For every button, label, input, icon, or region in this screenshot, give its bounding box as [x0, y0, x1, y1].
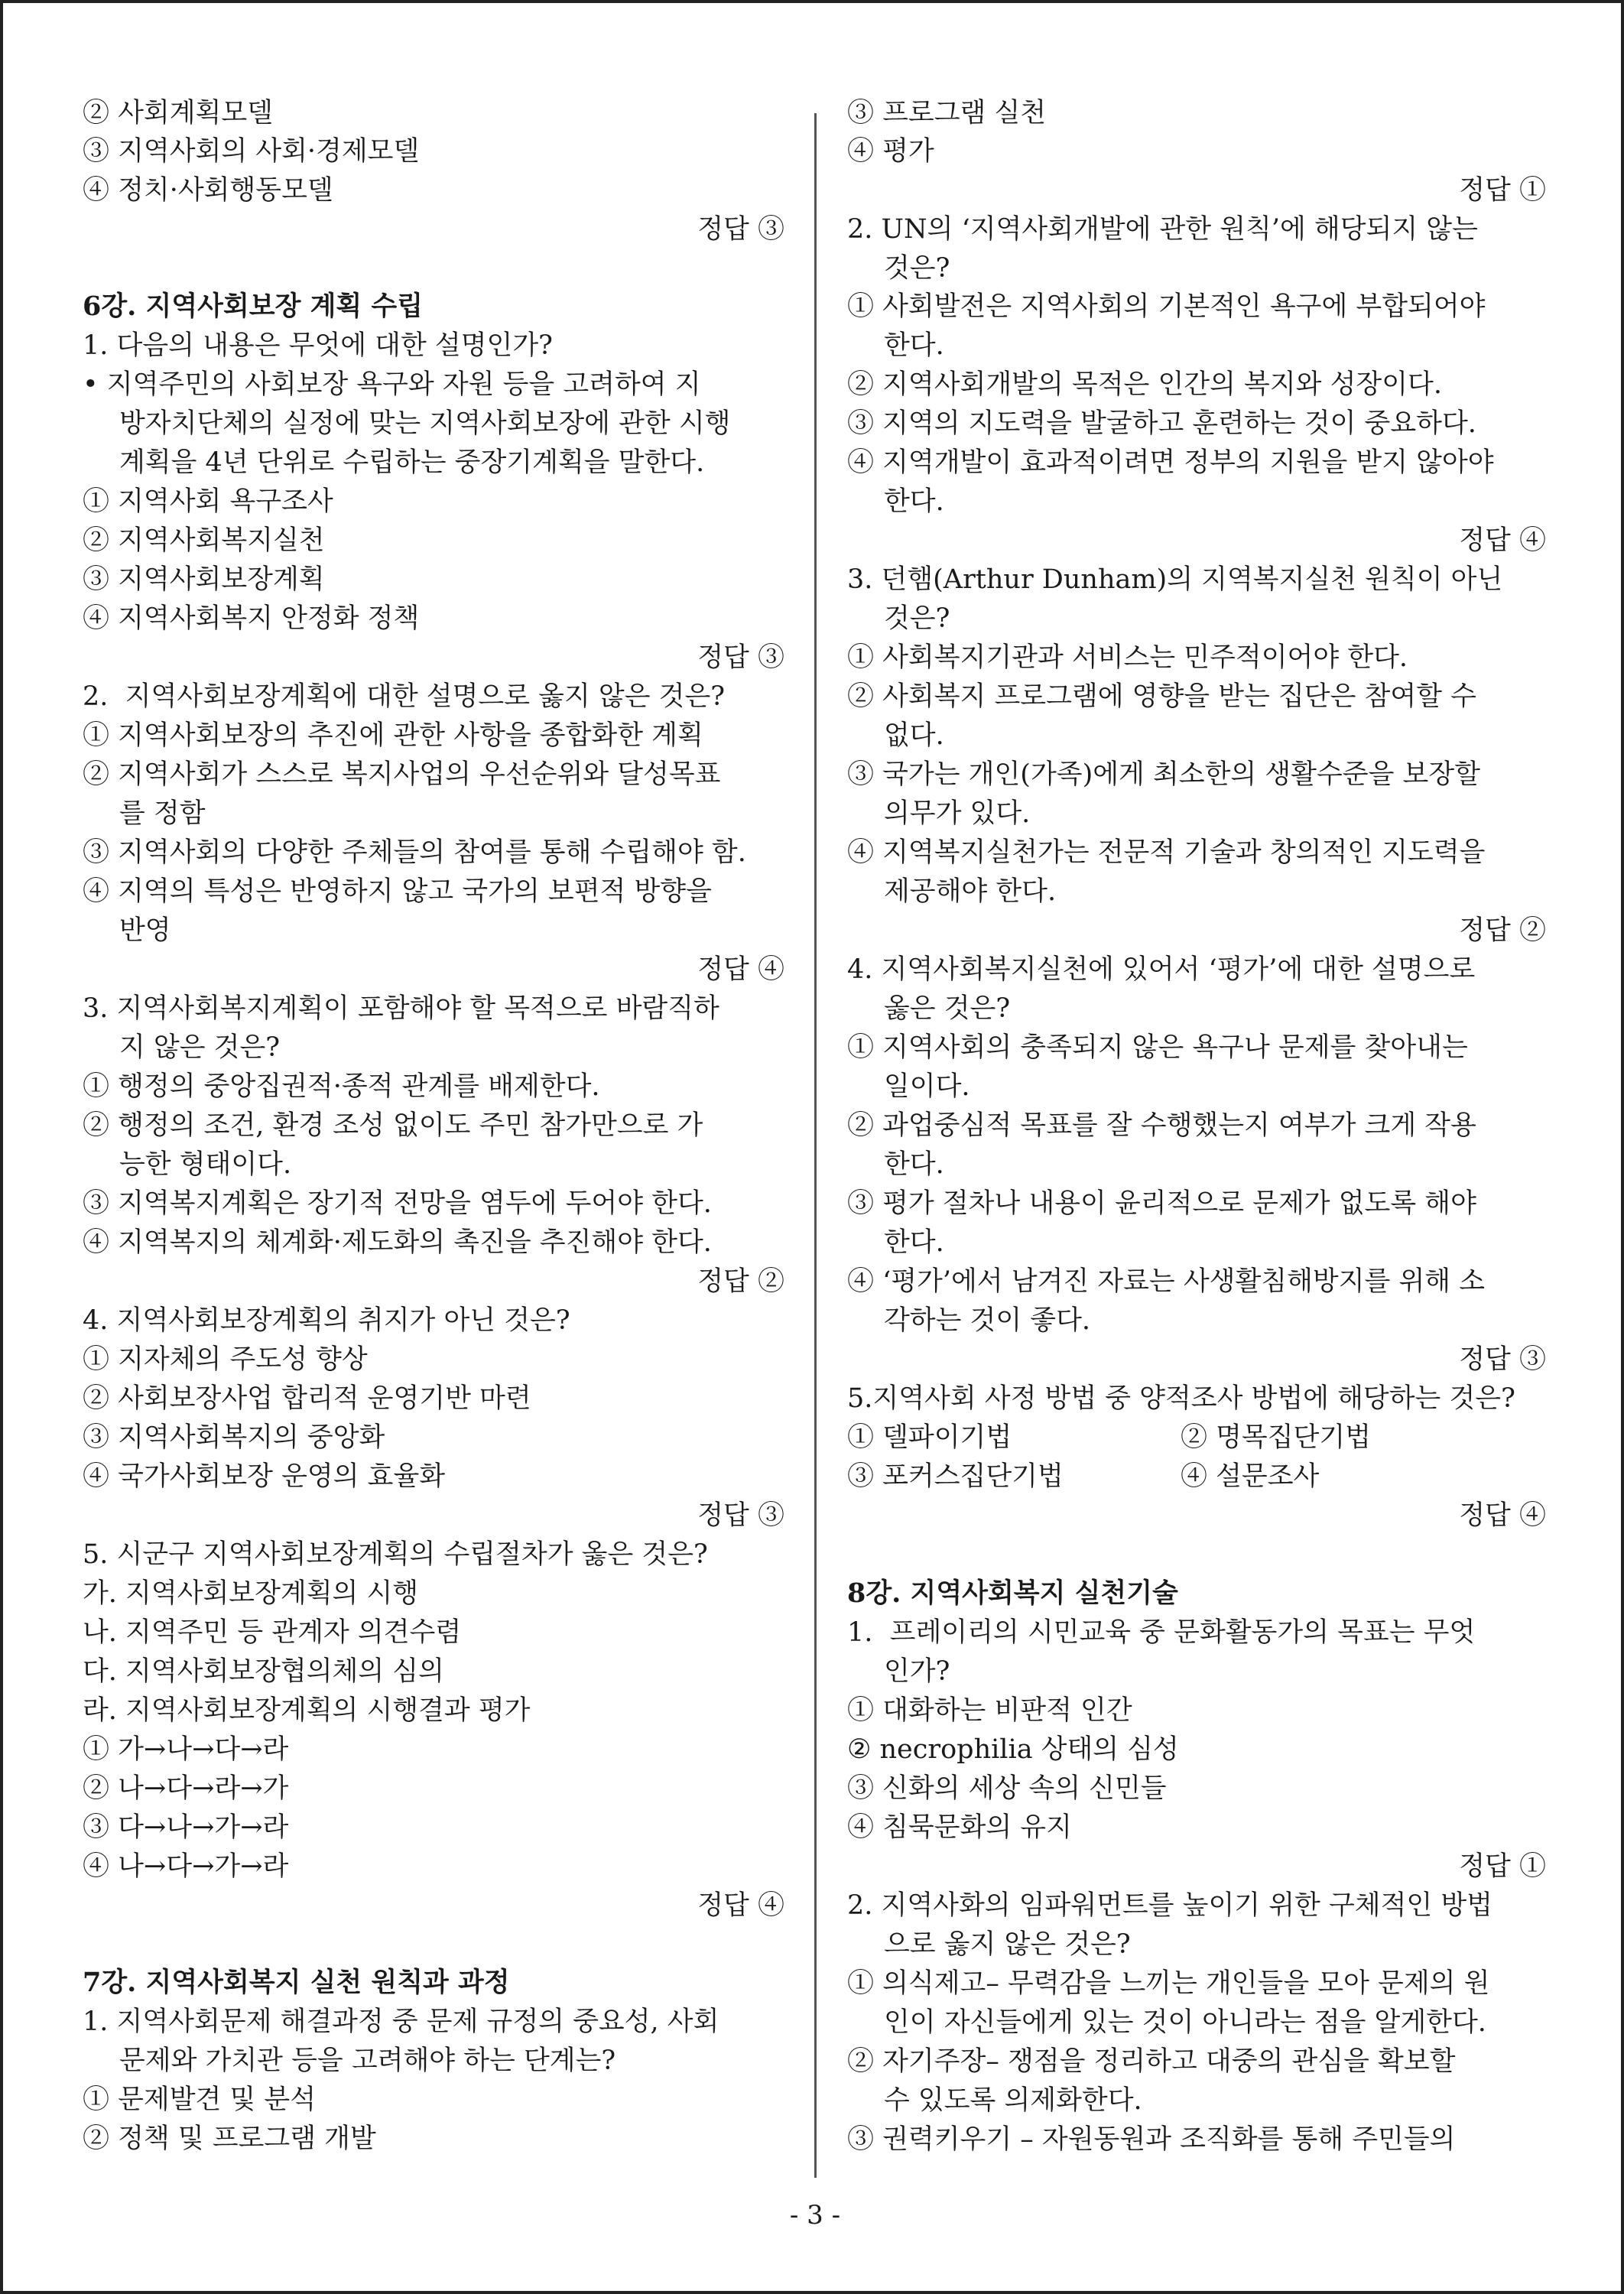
answer-key: 정답 ③	[697, 642, 784, 673]
column-divider	[814, 113, 817, 2178]
answer-option: ③ 다→나→가→라	[83, 1812, 289, 1843]
text-continuation: 한다.	[884, 330, 944, 361]
text-continuation: 방자치단체의 실정에 맞는 지역사회보장에 관한 시행	[119, 408, 731, 439]
answer-option: ① 델파이기법	[847, 1422, 1012, 1453]
text-continuation: 각하는 것이 좋다.	[884, 1305, 1091, 1336]
answer-key: 정답 ②	[1459, 915, 1546, 946]
question-text: 4. 지역사회복지실천에 있어서 ‘평가’에 대한 설명으로	[847, 954, 1476, 985]
question-text: 3. 지역사회복지계획이 포함해야 할 목적으로 바람직하	[83, 993, 719, 1024]
question-text: 2. 지역사화의 임파워먼트를 높이기 위한 구체적인 방법	[847, 1890, 1492, 1921]
answer-option: ② 나→다→라→가	[83, 1773, 289, 1804]
answer-option: ① 지자체의 주도성 향상	[83, 1344, 368, 1375]
question-text: 5. 시군구 지역사회보장계획의 수립절차가 옳은 것은?	[83, 1539, 708, 1570]
question-text: 라. 지역사회보장계획의 시행결과 평가	[83, 1695, 531, 1726]
text-continuation: 것은?	[884, 603, 950, 634]
answer-option: ④ 평가	[847, 136, 934, 167]
answer-option: ④ 설문조사	[1181, 1461, 1320, 1492]
text-continuation: 한다.	[884, 1227, 944, 1258]
text-continuation: 옳은 것은?	[884, 993, 1011, 1024]
section-heading: 8강. 지역사회복지 실천기술	[847, 1578, 1178, 1609]
question-text: 다. 지역사회보장협의체의 심의	[83, 1656, 444, 1687]
answer-option: ① 사회복지기관과 서비스는 민주적이어야 한다.	[847, 642, 1408, 673]
answer-option: ② 사회복지 프로그램에 영향을 받는 집단은 참여할 수	[847, 681, 1476, 712]
answer-option: ③ 지역사회보장계획	[83, 564, 325, 595]
text-continuation: 없다.	[884, 720, 944, 751]
text-continuation: 능한 형태이다.	[119, 1149, 292, 1180]
question-text: 1. 지역사회문제 해결과정 중 문제 규정의 중요성, 사회	[83, 2006, 719, 2037]
answer-option: ② 명목집단기법	[1181, 1422, 1371, 1453]
text-continuation: 의무가 있다.	[884, 798, 1031, 829]
answer-key: 정답 ②	[697, 1266, 784, 1297]
question-text: 가. 지역사회보장계획의 시행	[83, 1578, 419, 1609]
text-continuation: 일이다.	[884, 1071, 970, 1102]
answer-option: ① 사회발전은 지역사회의 기본적인 욕구에 부합되어야	[847, 291, 1486, 322]
answer-key: 정답 ④	[1459, 525, 1546, 556]
answer-option: ② necrophilia 상태의 심성	[847, 1734, 1179, 1765]
text-continuation: 반영	[119, 915, 171, 946]
answer-option: ② 행정의 조건, 환경 조성 없이도 주민 참가만으로 가	[83, 1110, 703, 1141]
answer-option: ① 의식제고– 무력감을 느끼는 개인들을 모아 문제의 원	[847, 1968, 1490, 1999]
answer-option: ③ 지역사회의 다양한 주체들의 참여를 통해 수립해야 함.	[83, 837, 746, 868]
question-text: • 지역주민의 사회보장 욕구와 자원 등을 고려하여 지	[83, 369, 701, 400]
answer-option: ② 자기주장– 쟁점을 정리하고 대중의 관심을 확보할	[847, 2046, 1456, 2077]
answer-option: ② 지역사회개발의 목적은 인간의 복지와 성장이다.	[847, 369, 1442, 400]
text-continuation: 으로 옳지 않은 것은?	[884, 1929, 1131, 1960]
answer-key: 정답 ④	[697, 1890, 784, 1921]
section-heading: 7강. 지역사회복지 실천 원칙과 과정	[83, 1967, 510, 1998]
answer-option: ③ 지역의 지도력을 발굴하고 훈련하는 것이 중요하다.	[847, 408, 1476, 439]
answer-key: 정답 ①	[1459, 1851, 1546, 1882]
text-continuation: 것은?	[884, 253, 950, 284]
answer-option: ③ 평가 절차나 내용이 윤리적으로 문제가 없도록 해야	[847, 1188, 1476, 1219]
answer-option: ④ ‘평가’에서 남겨진 자료는 사생활침해방지를 위해 소	[847, 1266, 1486, 1297]
text-continuation: 를 정함	[119, 798, 206, 829]
answer-option: ③ 지역복지계획은 장기적 전망을 염두에 두어야 한다.	[83, 1188, 712, 1219]
question-text: 5.지역사회 사정 방법 중 양적조사 방법에 해당하는 것은?	[847, 1383, 1515, 1414]
answer-option: ③ 프로그램 실천	[847, 98, 1047, 128]
answer-option: ④ 지역의 특성은 반영하지 않고 국가의 보편적 방향을	[83, 876, 712, 907]
answer-key: 정답 ③	[697, 214, 784, 245]
answer-option: ④ 나→다→가→라	[83, 1851, 289, 1882]
answer-key: 정답 ①	[1459, 175, 1546, 206]
answer-option: ③ 신화의 세상 속의 신민들	[847, 1773, 1167, 1804]
answer-option: ④ 지역개발이 효과적이려면 정부의 지원을 받지 않아야	[847, 447, 1494, 478]
question-text: 3. 던햄(Arthur Dunham)의 지역복지실천 원칙이 아닌	[847, 564, 1503, 595]
answer-option: ③ 권력키우기 – 자원동원과 조직화를 통해 주민들의	[847, 2124, 1456, 2155]
text-continuation: 인이 자신들에게 있는 것이 아니라는 점을 알게한다.	[884, 2007, 1486, 2038]
question-text: 1. 프레이리의 시민교육 중 문화활동가의 목표는 무엇	[847, 1617, 1476, 1648]
answer-option: ④ 침묵문화의 유지	[847, 1812, 1072, 1843]
text-continuation: 지 않은 것은?	[119, 1032, 281, 1063]
answer-option: ④ 정치·사회행동모델	[83, 175, 333, 206]
question-text: 나. 지역주민 등 관계자 의견수렴	[83, 1617, 462, 1648]
section-heading: 6강. 지역사회보장 계획 수립	[83, 291, 424, 322]
text-continuation: 계획을 4년 단위로 수립하는 중장기계획을 말한다.	[119, 447, 705, 478]
answer-key: 정답 ④	[697, 954, 784, 985]
answer-option: ② 지역사회가 스스로 복지사업의 우선순위와 달성목표	[83, 759, 721, 790]
answer-option: ② 지역사회복지실천	[83, 525, 325, 556]
answer-option: ④ 지역복지의 체계화·제도화의 촉진을 추진해야 한다.	[83, 1227, 712, 1258]
page-number: - 3 -	[789, 2200, 841, 2231]
answer-option: ② 정책 및 프로그램 개발	[83, 2123, 376, 2154]
text-continuation: 문제와 가치관 등을 고려해야 하는 단계는?	[119, 2045, 616, 2076]
answer-key: 정답 ③	[1459, 1344, 1546, 1375]
text-continuation: 인가?	[884, 1656, 950, 1687]
answer-option: ④ 지역사회복지 안정화 정책	[83, 603, 420, 634]
text-continuation: 수 있도록 의제화한다.	[884, 2085, 1142, 2116]
answer-option: ① 가→나→다→라	[83, 1734, 289, 1765]
answer-option: ② 사회보장사업 합리적 운영기반 마련	[83, 1383, 531, 1414]
answer-key: 정답 ④	[1459, 1500, 1546, 1531]
question-text: 4. 지역사회보장계획의 취지가 아닌 것은?	[83, 1305, 570, 1336]
text-continuation: 제공해야 한다.	[884, 876, 1057, 907]
answer-option: ① 지역사회의 충족되지 않은 욕구나 문제를 찾아내는	[847, 1032, 1468, 1063]
text-continuation: 한다.	[884, 1149, 944, 1180]
question-text: 2. 지역사회보장계획에 대한 설명으로 옳지 않은 것은?	[83, 681, 726, 712]
text-continuation: 한다.	[884, 486, 944, 517]
answer-key: 정답 ③	[697, 1500, 784, 1531]
answer-option: ① 대화하는 비판적 인간	[847, 1695, 1132, 1726]
answer-option: ① 문제발견 및 분석	[83, 2084, 317, 2115]
question-text: 1. 다음의 내용은 무엇에 대한 설명인가?	[83, 330, 553, 361]
question-text: 2. UN의 ‘지역사회개발에 관한 원칙’에 해당되지 않는	[847, 214, 1478, 245]
answer-option: ④ 국가사회보장 운영의 효율화	[83, 1461, 446, 1492]
answer-option: ② 사회계획모델	[83, 98, 273, 128]
answer-option: ① 지역사회 욕구조사	[83, 486, 333, 517]
answer-option: ① 지역사회보장의 추진에 관한 사항을 종합화한 계획	[83, 720, 703, 751]
answer-option: ③ 국가는 개인(가족)에게 최소한의 생활수준을 보장할	[847, 759, 1480, 790]
answer-option: ④ 지역복지실천가는 전문적 기술과 창의적인 지도력을	[847, 837, 1486, 868]
answer-option: ③ 포커스집단기법	[847, 1461, 1064, 1492]
answer-option: ③ 지역사회의 사회·경제모델	[83, 136, 420, 167]
answer-option: ① 행정의 중앙집권적·종적 관계를 배제한다.	[83, 1071, 600, 1102]
answer-option: ③ 지역사회복지의 중앙화	[83, 1422, 385, 1453]
answer-option: ② 과업중심적 목표를 잘 수행했는지 여부가 크게 작용	[847, 1110, 1476, 1141]
